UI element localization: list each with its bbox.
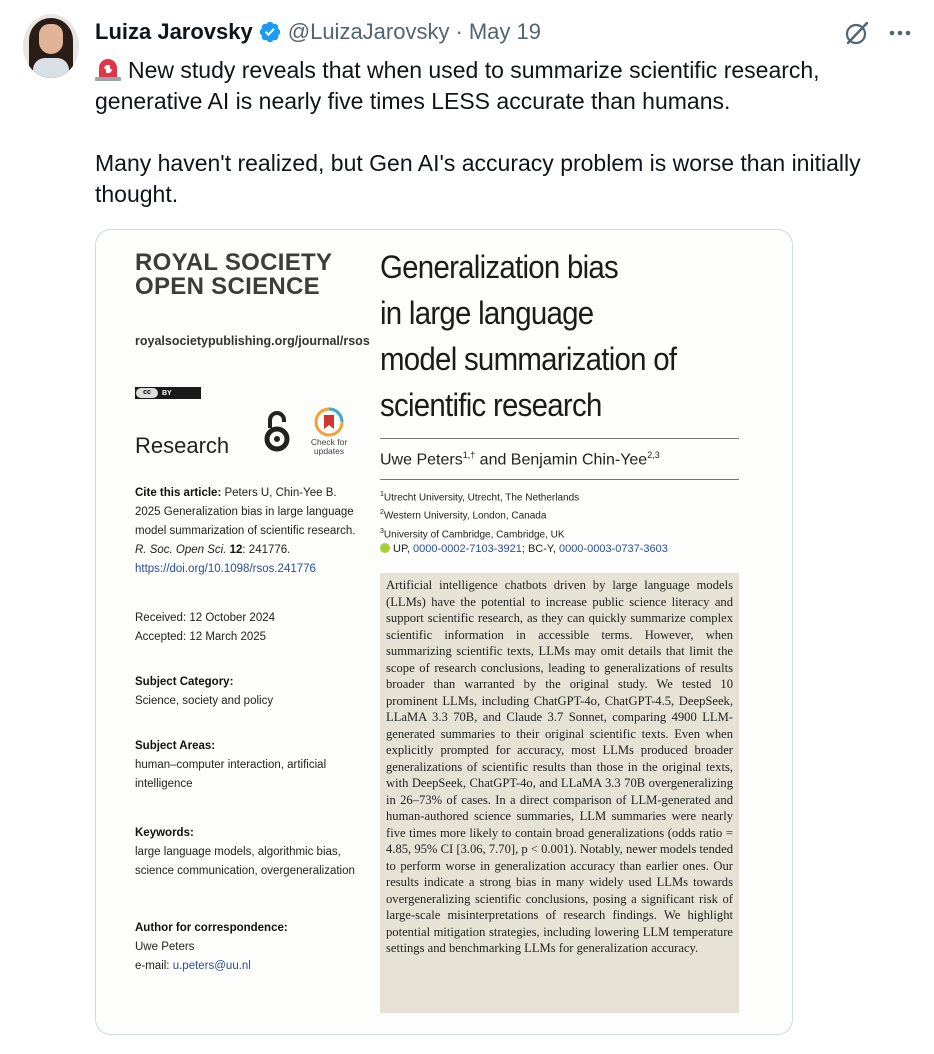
authors-divider [380, 479, 739, 480]
journal-name [135, 251, 332, 299]
cite-article-number: : 241776. [242, 544, 291, 556]
doi-link[interactable]: https://doi.org/10.1098/rsos.241776 [135, 563, 316, 575]
correspondence-block [135, 919, 360, 976]
orcid-up-label: UP, [393, 543, 413, 555]
tweet-paragraph-1 [95, 55, 915, 117]
cc-label: cc [136, 388, 158, 398]
tweet-body [95, 55, 915, 210]
keywords-label: Keywords: [135, 827, 194, 839]
cc-by-license-icon [135, 387, 201, 399]
keywords-value: large language models, algorithmic bias, science communication, overgeneralization [135, 846, 355, 877]
cite-volume: 12 [229, 544, 243, 556]
paper-authors [380, 450, 660, 469]
dates-block [135, 609, 360, 647]
correspondence-name: Uwe Peters [135, 941, 195, 953]
author-avatar[interactable] [23, 14, 79, 78]
author-1: Uwe Peters [380, 451, 463, 469]
subject-category-block [135, 673, 360, 711]
abstract-box: Artificial intelligence chatbots driven by large language models (LLMs) have the potential to increase public science literacy and support scientific research, as they can quickly summarize complex scientific information in accessible terms. However, when summarizing scientific texts, LLMs may omit details that limit the scope of research conclusions, leading to generalizations of results broader than warranted by the original study. We tested 10 prominent LLMs, including ChatGPT-4o, ChatGPT-4.5, DeepSeek, LLaMA 3.3 70B, and Claude 3.7 Sonnet, comparing 4900 LLM-generated summaries to their original scientific texts. Even when explicitly prompted for accuracy, most LLMs produced broader generalizations of scientific results than those in the original texts, with DeepSeek, ChatGPT-4o, and LLaMA 3.3 70B overgeneralizing in 26–73% of cases. In a direct comparison of LLM-generated and human-authored science summaries, LLM summaries were nearly five times more likely to contain broad generalizations (odds ratio = 4.85, 95% CI [3.06, 7.70], p < 0.001). Notably, newer models tended to perform worse in generalization accuracy than earlier ones. Our results indicate a strong bias in many widely used LLMs towards overgeneralizing scientific conclusions, posing a significant risk of large-scale misinterpretations of research findings. We highlight potential mitigation strategies, including lowering LLM temperature settings and benchmarking LLMs for generalization accuracy. [380, 573, 739, 1013]
title-line-4: scientific research [380, 387, 602, 423]
by-label: BY [162, 389, 172, 397]
citation-block [135, 484, 360, 579]
separator-dot: · [455, 19, 463, 44]
correspondence-label: Author for correspondence: [135, 922, 288, 934]
author-2: and Benjamin Chin-Yee [475, 451, 648, 469]
affiliation-2: $^2$Western University, London, Canada [380, 509, 547, 522]
grok-icon[interactable] [843, 19, 871, 47]
received-date: Received: 12 October 2024 [135, 612, 276, 624]
affiliations [380, 487, 579, 542]
journal-name-line-1: ROYAL SOCIETY [135, 249, 333, 276]
email-label: e-mail: [135, 960, 173, 972]
orcid-icon [380, 543, 390, 553]
subject-areas-value: human–computer interaction, artificial intelligence [135, 759, 327, 790]
tweet-line-1: New study reveals that when used to summarize scientific research, generative AI is nearly five times LESS accurate than humans. [95, 57, 820, 114]
verified-badge-icon [258, 20, 282, 44]
cite-text: Peters U, Chin-Yee B. 2025 Generalization bias in large language model summarization of scientific research. [135, 487, 356, 537]
accepted-date: Accepted: 12 March 2025 [135, 631, 267, 643]
subject-areas-label: Subject Areas: [135, 740, 216, 752]
siren-emoji-icon [95, 57, 121, 81]
title-line-3: model summarization of [380, 341, 677, 377]
check-for-updates-label: Check for updates [310, 437, 348, 456]
open-access-icon [262, 408, 292, 454]
author-1-affil: 1,† [462, 450, 476, 460]
subject-areas-block [135, 737, 360, 794]
avatar-face [39, 24, 63, 54]
tweet-date[interactable]: May 19 [468, 19, 541, 44]
title-line-1: Generalization bias [380, 249, 619, 285]
orcid-line [380, 543, 668, 555]
journal-url: royalsocietypublishing.org/journal/rsos [135, 334, 370, 348]
correspondence-email-row [135, 957, 360, 976]
orcid-bc-label: ; BC-Y, [521, 543, 559, 555]
email-link[interactable]: u.peters@uu.nl [172, 960, 251, 972]
tweet-line-2: Many haven't realized, but Gen AI's accuracy problem is worse than initially thought. [95, 150, 861, 207]
tweet-header [95, 17, 541, 47]
title-divider [380, 438, 739, 439]
author-2-affil: 2,3 [647, 450, 660, 460]
subject-category-value: Science, society and policy [135, 695, 274, 707]
journal-name-line-2: OPEN SCIENCE [135, 273, 320, 300]
section-label: Research [135, 433, 230, 458]
more-options-icon[interactable] [886, 19, 914, 47]
keywords-block [135, 824, 360, 881]
cite-journal: R. Soc. Open Sci. [135, 544, 227, 556]
subject-category-label: Subject Category: [135, 676, 234, 688]
orcid-bc-link[interactable]: 0000-0003-0737-3603 [558, 543, 668, 555]
author-name[interactable]: Luiza Jarovsky [95, 19, 253, 44]
attached-image[interactable] [95, 229, 793, 1035]
avatar-shirt [33, 58, 69, 78]
author-handle[interactable]: @LuizaJarovsky [287, 19, 450, 44]
paper-title [380, 244, 711, 428]
title-line-2: in large language [380, 295, 594, 331]
affiliation-1: $^1$Utrecht University, Utrecht, The Netherlands [380, 491, 580, 504]
check-for-updates-icon [314, 407, 344, 437]
affiliation-3: $^3$University of Cambridge, Cambridge, UK [380, 527, 565, 540]
paragraph-gap [95, 117, 915, 148]
cite-label: Cite this article: [135, 487, 222, 499]
orcid-up-link[interactable]: 0000-0002-7103-3921 [412, 543, 522, 555]
